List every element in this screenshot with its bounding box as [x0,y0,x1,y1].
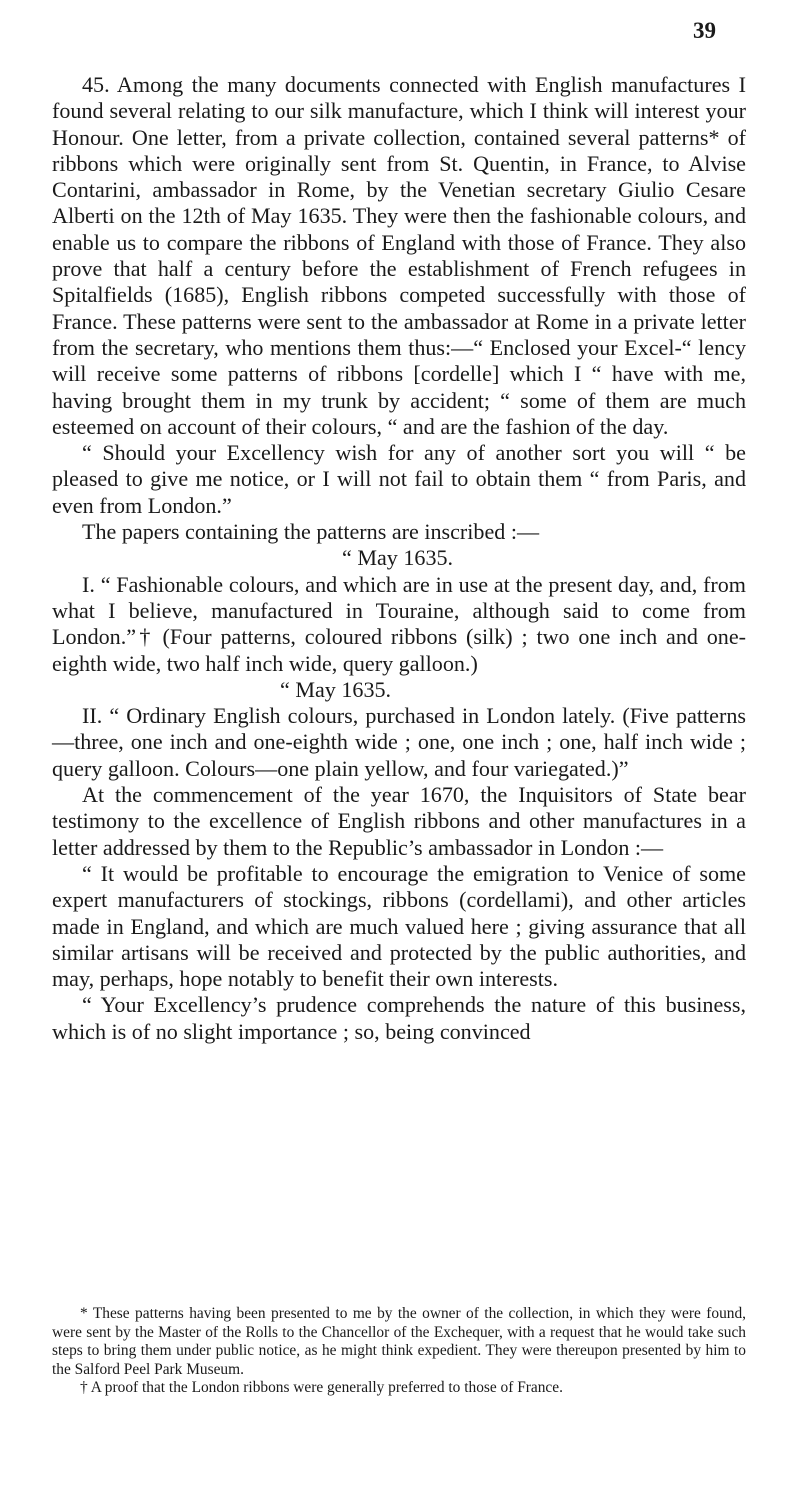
date-line-1: “ May 1635. [342,545,454,571]
footnotes [52,1305,746,1398]
page-number: 39 [693,18,716,43]
footnote-asterisk: * These patterns having been presented to me by the owner of the collection, in which they were found, were sent by the Master of the Rolls to the Chancellor of the Exchequer, with a request that he would take such steps to bring them under public notice, as he might think expedient. They were thereupon presented by him to the Salford Peel Park Museum. [52,1305,746,1378]
date-line-2: “ May 1635. [280,676,392,702]
list-item-2: II. “ Ordinary English colours, purchased in London lately. (Five patterns—three, one inch and one-eighth wide ; one, one inch ; one, half inch wide ; query galloon. Colours—one plain yellow, and four variegated.)” [52,703,746,781]
list-item-1: I. “ Fashionable colours, and which are in use at the present day, and, from what I believe, manufactured in Touraine, although said to come from London.”† (Four patterns, coloured ribbons (silk) ; two one inch and one-eighth wide, two half inch wide, query galloon.) [52,571,746,676]
body-text [52,72,746,1045]
paragraph-45: 45. Among the many documents connected with English manufactures I found several relating to our silk manufacture, which I think will interest your Honour. One letter, from a private collection, contained several patterns* of ribbons which were originally sent from St. Quentin, in France, to Alvise Contarini, ambassador in Rome, by the Venetian secretary Giulio Cesare Alberti on the 12th of May 1635. They were then the fashionable colours, and enable us to compare the ribbons of England with those of France. They also prove that half a century before the establishment of French refugees in Spitalfields (1685), English ribbons competed successfully with those of France. These patterns were sent to the ambassador at Rome in a private letter from the secretary, who mentions them thus:—“ Enclosed your Excel-“ lency will receive some patterns of ribbons [cordelle] which I “ have with me, having brought them in my trunk by accident; “ some of them are much esteemed on account of their colours, “ and are the fashion of the day. [52,72,746,439]
quote-paragraph-prudence: “ Your Excellency’s prudence comprehends the nature of this business, which is of no slight importance ; so, being convinced [52,992,746,1044]
quote-paragraph-excellency: “ Should your Excellency wish for any of another sort you will “ be pleased to give me notice, or I will not fail to obtain them “ from Paris, and even from London.” [52,440,746,518]
quote-paragraph-emigration: “ It would be profitable to encourage the emigration to Venice of some expert manufacturers of stockings, ribbons (cordellami), and other articles made in England, and which are much valued here ; giving assurance that all similar artisans will be received and protected by the public authorities, and may, perhaps, hope notably to benefit their own interests. [52,860,746,992]
footnote-dagger: † A proof that the London ribbons were generally preferred to those of France. [80,1379,563,1396]
paragraph-inquisitors: At the commencement of the year 1670, the Inquisitors of State bear testimony to the excellence of English ribbons and other manufactures in a letter addressed by them to the Republic’s ambassador in London :— [52,782,746,860]
paragraph-inscribed: The papers containing the patterns are inscribed :— [82,519,540,545]
